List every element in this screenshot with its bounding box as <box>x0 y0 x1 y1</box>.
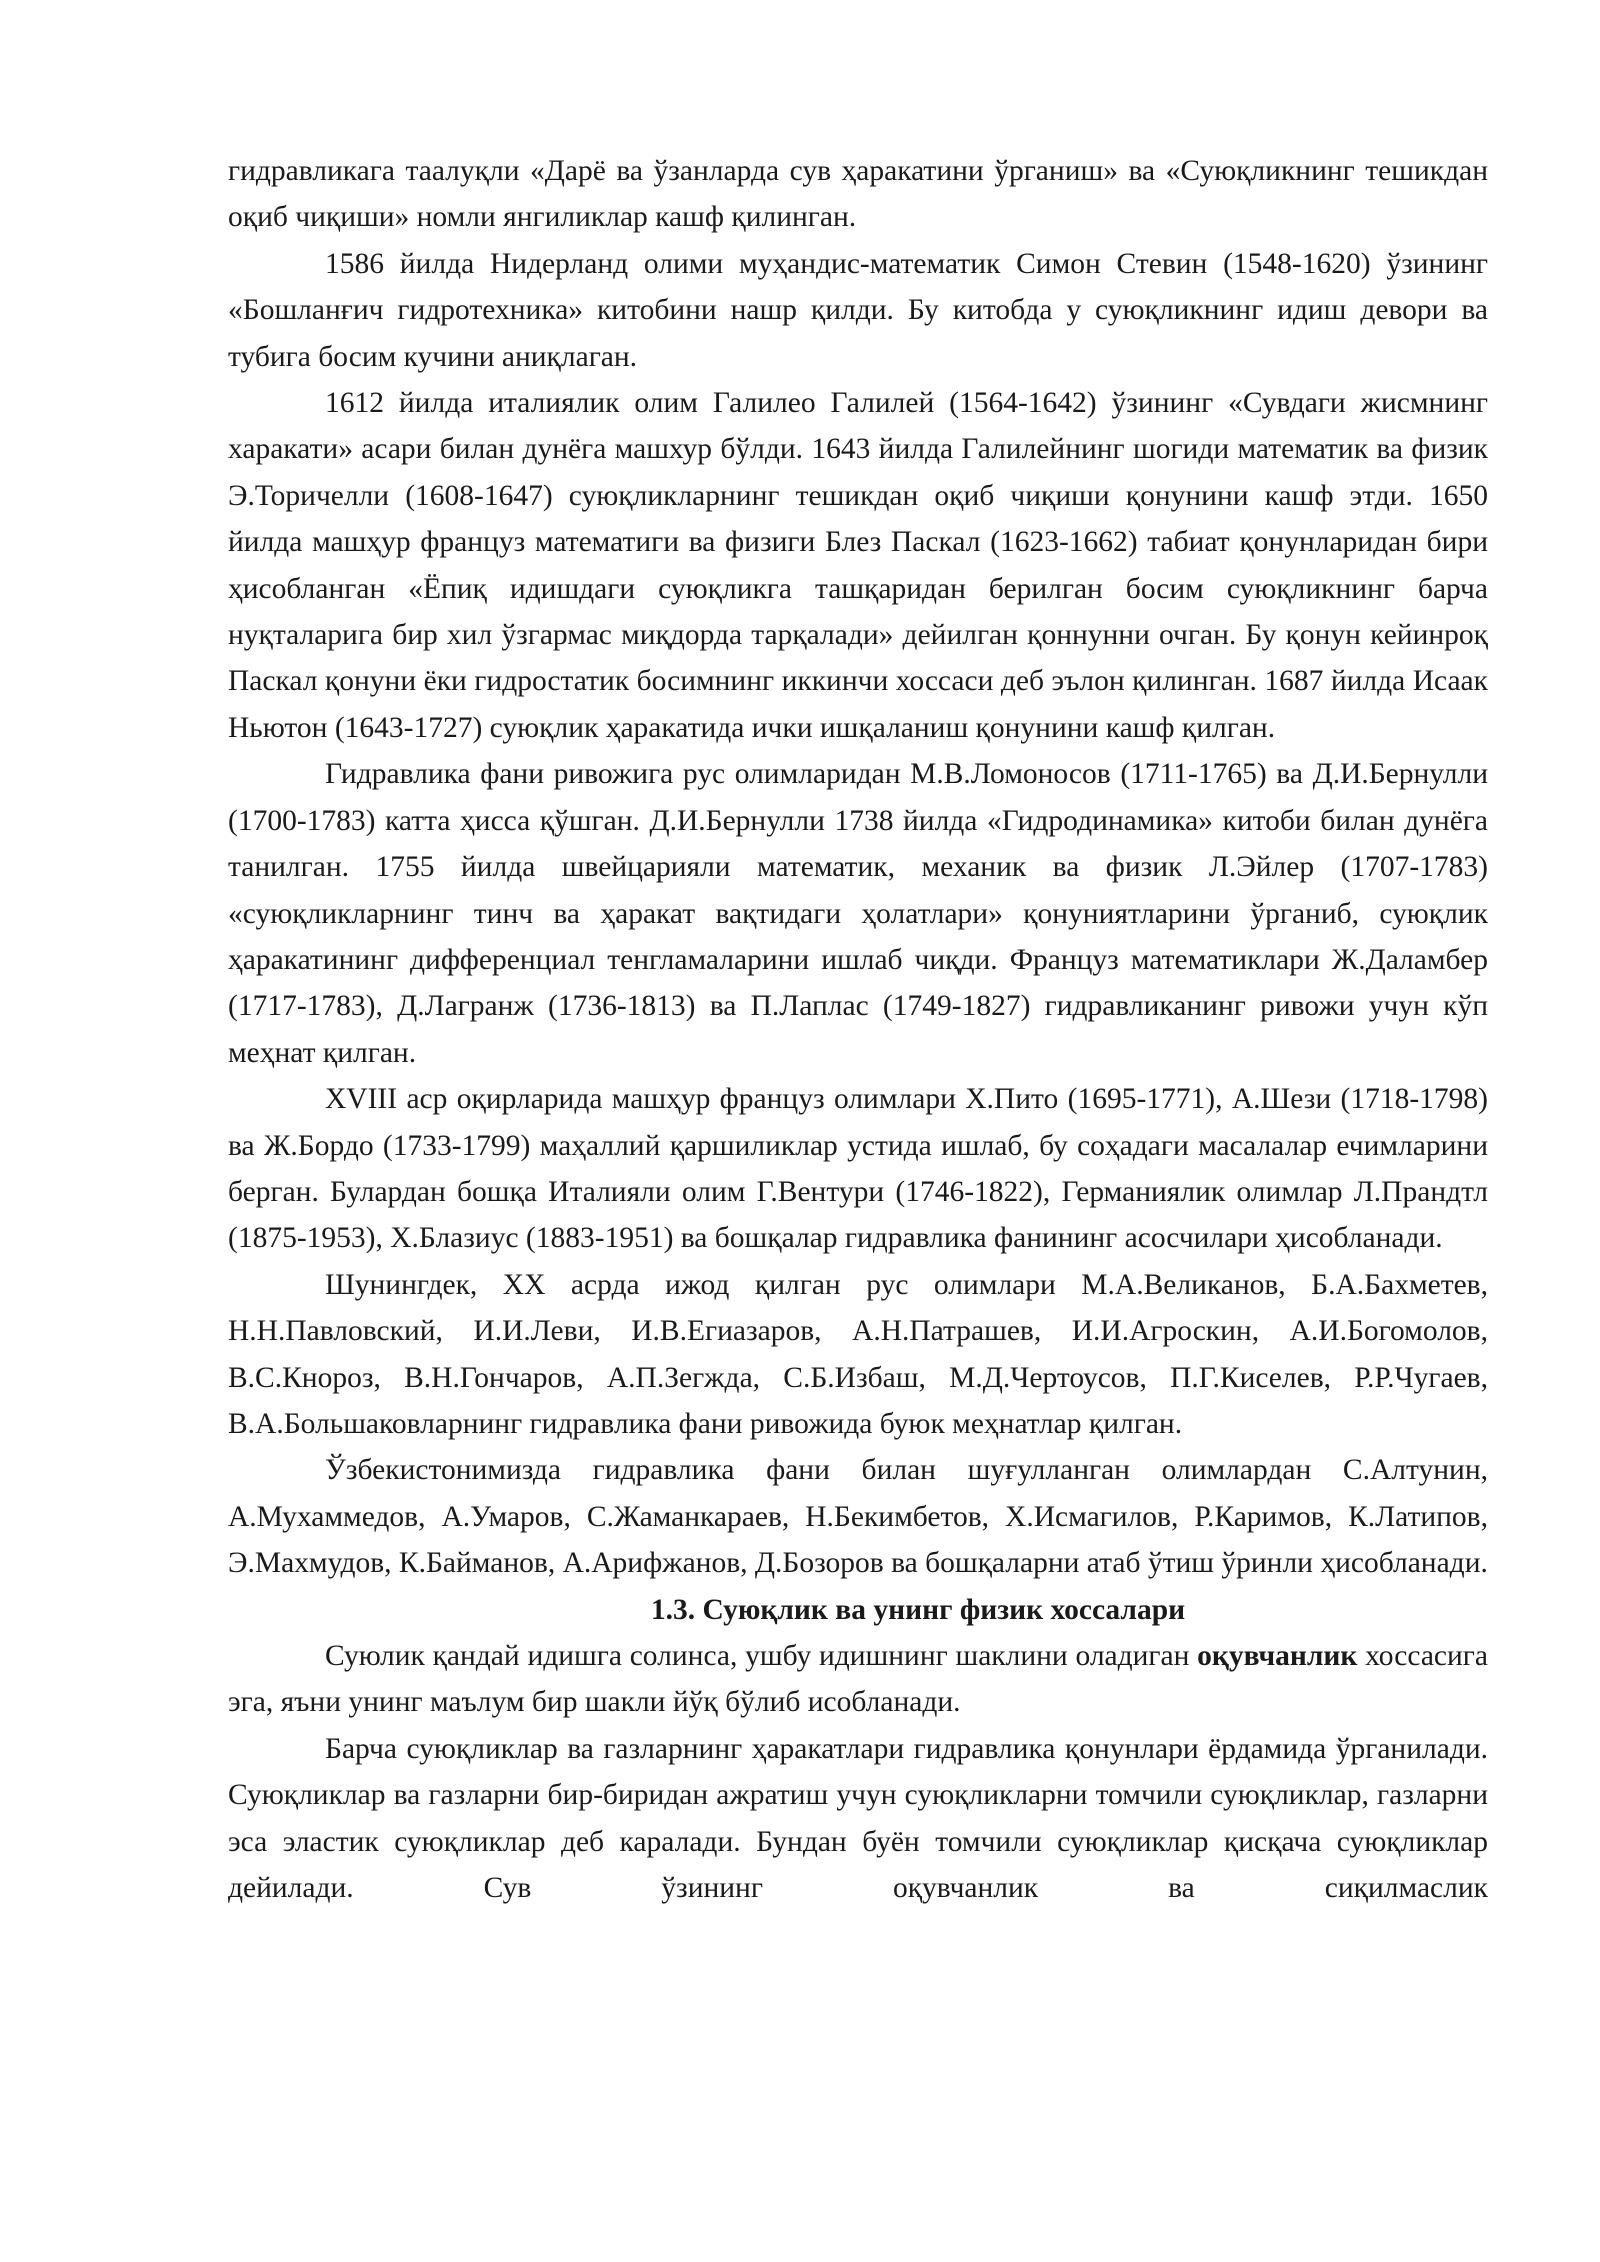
paragraph-1: гидравликага таалуқли «Дарё ва ўзанларда сув ҳаракатини ўрганиш» ва «Суюқликнинг тешикдан оқиб чиқиши» номли янгиликлар кашф қилинган. <box>228 155 1488 234</box>
paragraph-fluidity <box>228 1633 1488 1726</box>
paragraph-stevin: 1586 йилда Нидерланд олими муҳандис-математик Симон Стевин (1548-1620) ўзининг «Бошланғич гидротехника» китобини нашр қилди. Бу китобда у суюқликнинг идиш девори ва тубига босим кучини аниқлаган. <box>228 247 1488 373</box>
fluidity-bold-term: оқувчанлик <box>1197 1640 1358 1672</box>
section-heading: 1.3. Суюқлик ва унинг физик хоссалари <box>650 1593 1186 1626</box>
paragraph-xviii-century: XVIII аср оқирларида машҳур француз олимлари Х.Пито (1695-1771), А.Шези (1718-1798) ва Ж.Бордо (1733-1799) маҳаллий қаршиликлар устида ишлаб, бу соҳадаги масалалар ечимларини берган. Булардан бошқа Италияли олим Г.Вентури (1746-1822), Германиялик олимлар Л.Прандтл (1875-1953), Х.Блазиус (1883-1951) ва бошқалар гидравлика фанининг асосчилари ҳисобланади. <box>228 1083 1488 1255</box>
fluidity-text-before: Суюлик қандай идишга солинса, ушбу идишнинг шаклини оладиган <box>325 1640 1198 1672</box>
document-page <box>228 148 1488 1911</box>
paragraph-liquids-gases: Барча суюқликлар ва газларнинг ҳаракатлари гидравлика қонунлари ёрдамида ўрганилади. Суюқликлар ва газларни бир-биридан ажратиш учун суюқликларни томчили суюқликлар, газларни эса эластик суюқликлар деб каралади. Бундан буён томчили суюқликлар қисқача суюқликлар дейилади. Сув ўзининг оқувчанлик ва сиқилмаслик <box>228 1732 1488 1905</box>
paragraph-lomonosov: Гидравлика фани ривожига рус олимларидан М.В.Ломоносов (1711-1765) ва Д.И.Бернулли (1700-1783) катта ҳисса қўшган. Д.И.Бернулли 1738 йилда «Гидродинамика» китоби билан дунёга танилган. 1755 йилда швейцарияли математик, механик ва физик Л.Эйлер (1707-1783) «суюқликларнинг тинч ва ҳаракат вақтидаги ҳолатлари» қонуниятларини ўрганиб, суюқлик ҳаракатининг дифференциал тенгламаларини ишлаб чиқди. Француз математиклари Ж.Даламбер (1717-1783), Д.Лагранж (1736-1813) ва П.Лаплас (1749-1827) гидравликанинг ривожи учун кўп меҳнат қилган. <box>228 758 1488 1069</box>
paragraph-galileo: 1612 йилда италиялик олим Галилео Галилей (1564-1642) ўзининг «Сувдаги жисмнинг харакати» асари билан дунёга машхур бўлди. 1643 йилда Галилейнинг шогиди математик ва физик Э.Торичелли (1608-1647) суюқликларнинг тешикдан оқиб чиқиши қонунини кашф этди. 1650 йилда машҳур француз математиги ва физиги Блез Паскал (1623-1662) табиат қонунларидан бири ҳисобланган «Ёпиқ идишдаги суюқликга ташқаридан берилган босим суюқликнинг барча нуқталарига бир хил ўзгармас миқдорда тарқалади» дейилган қоннунни очган. Бу қонун кейинроқ Паскал қонуни ёки гидростатик босимнинг иккинчи хоссаси деб эълон қилинган. 1687 йилда Исаак Ньютон (1643-1727) суюқлик ҳаракатида ички ишқаланиш қонунини кашф қилган. <box>228 387 1488 744</box>
fluidity-text-after: хоссасига эга, яъни унинг маълум бир шакли йўқ бўлиб исобланади. <box>228 1640 1488 1719</box>
paragraph-xx-century: Шунингдек, XX асрда ижод қилган рус олимлари М.А.Великанов, Б.А.Бахметев, Н.Н.Павловский, И.И.Леви, И.В.Егиазаров, А.Н.Патрашев, И.И.Агроскин, А.И.Богомолов, В.С.Кнороз, В.Н.Гончаров, А.П.Зегжда, С.Б.Избаш, М.Д.Чертоусов, П.Г.Киселев, Р.Р.Чугаев, В.А.Большаковларнинг гидравлика фани ривожида буюк меҳнатлар қилган. <box>228 1268 1488 1440</box>
paragraph-uzbekistan: Ўзбекистонимизда гидравлика фани билан шуғулланган олимлардан С.Алтунин, А.Мухаммедов, А.Умаров, С.Жаманкараев, Н.Бекимбетов, Х.Исмагилов, Р.Каримов, К.Латипов, Э.Махмудов, К.Байманов, А.Арифжанов, Д.Бозоров ва бошқаларни атаб ўтиш ўринли ҳисобланади. <box>228 1454 1488 1580</box>
